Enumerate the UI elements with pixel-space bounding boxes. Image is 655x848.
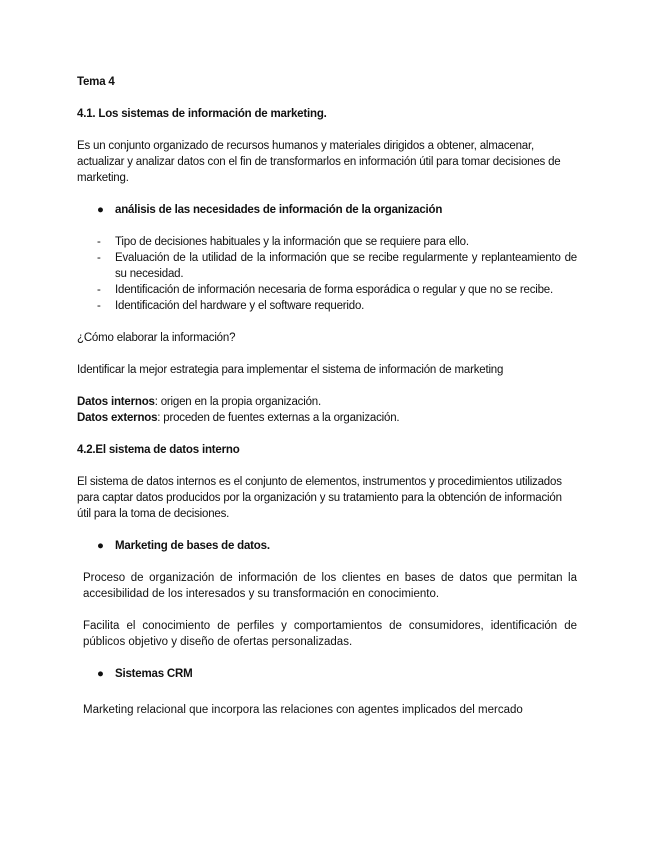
internal-system-paragraph: El sistema de datos internos es el conjunto de elementos, instrumentos y procedimientos utilizados para captar datos producidos por la organización y su tratamiento para la obtención de información útil para la toma de decisiones. — [77, 476, 562, 520]
list-item: - Evaluación de la utilidad de la información que se recibe regularmente y replanteamiento de su necesidad. — [97, 252, 577, 280]
bullet-text: Sistemas CRM — [115, 668, 193, 680]
list-item: - Identificación del hardware y el software requerido. — [97, 300, 365, 312]
internal-data-line: Datos internos: origen en la propia organización. — [77, 396, 321, 408]
dash-icon: - — [97, 236, 101, 248]
bullet-text: Marketing de bases de datos. — [115, 540, 270, 552]
bullet-dot-icon: ● — [97, 540, 104, 552]
crm-paragraph: Marketing relacional que incorpora las relaciones con agentes implicados del mercado — [83, 704, 523, 716]
bullet-dot-icon: ● — [97, 668, 104, 680]
topic-title: Tema 4 — [77, 76, 115, 88]
intro-paragraph: Es un conjunto organizado de recursos humanos y materiales dirigidos a obtener, almacenar, actualizar y analizar datos con el fin de transformarlos en información útil para tomar decisiones de marketing. — [77, 140, 561, 184]
bullet-dot-icon: ● — [97, 204, 104, 216]
dash-list — [77, 234, 577, 314]
bullet-text: análisis de las necesidades de información de la organización — [115, 204, 443, 216]
section-heading-4-2: 4.2.El sistema de datos interno — [77, 444, 240, 456]
bullet-database-marketing — [77, 538, 577, 554]
bullet-needs-analysis — [77, 202, 577, 218]
profiles-paragraph: Facilita el conocimiento de perfiles y comportamientos de consumidores, identificación de públicos objetivo y diseño de ofertas personalizadas. — [83, 620, 577, 648]
strategy-paragraph: Identificar la mejor estrategia para implementar el sistema de información de marketing — [77, 364, 504, 376]
bullet-crm — [77, 666, 577, 682]
question-text: ¿Cómo elaborar la información? — [77, 332, 236, 344]
list-item: - Identificación de información necesaria de forma esporádica o regular y que no se recibe. — [97, 284, 553, 296]
data-sources — [77, 394, 577, 426]
external-data-line: Datos externos: proceden de fuentes externas a la organización. — [77, 412, 400, 424]
dash-icon: - — [97, 300, 101, 312]
section-heading-4-1: 4.1. Los sistemas de información de marketing. — [77, 108, 327, 120]
dash-icon: - — [97, 284, 101, 296]
database-process-paragraph: Proceso de organización de información de los clientes en bases de datos que permitan la accesibilidad de los interesados y su transformación en conocimiento. — [83, 572, 577, 600]
list-item: - Tipo de decisiones habituales y la información que se requiere para ello. — [97, 236, 469, 248]
dash-icon: - — [97, 252, 101, 264]
